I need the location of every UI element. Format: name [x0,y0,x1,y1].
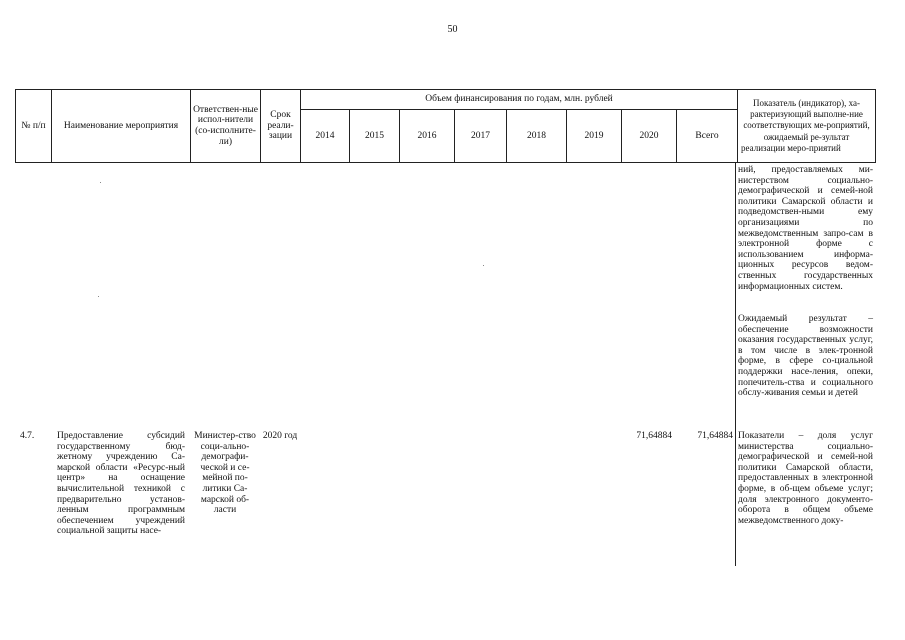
row-value-total: 71,64884 [697,431,733,441]
row-indicator: Показатели – доля услуг министерства социально-демографической и семей-ной политики Самарской области, предоставленных в электронной форме, в об-щем объеме услуг; доля электронного документо-оборота в общем объеме межведомственного доку- [738,431,873,526]
row-responsible: Министер-ство соци-ально-демографи-ческой и се-мейной по-литики Са-марской об-ласти [194,431,256,516]
column-border [735,162,736,566]
header-funding: Объем финансирования по годам, млн. рублей [301,90,738,110]
header-num: № п/п [16,90,52,163]
header-indicator: Показатель (индикатор), ха-рактеризующий выполне-ние соответствующих ме-роприятий, ожидаемый ре-зультат реализации меро-приятий [738,90,876,163]
header-name: Наименование мероприятия [52,90,191,163]
row-name: Предоставление субсидий государственному бюд-жетному учреждению Са-марской области «Ресурс-ный центр» на оснащение вычислительной техникой с предварительно установ-ленным программным обеспечением учреждений социальной защиты насе- [57,431,185,537]
header-term: Срок реали-зации [261,90,301,163]
page-number: 50 [447,24,458,35]
header-year: 2017 [455,110,507,163]
expected-result: Ожидаемый результат – обеспечение возможности оказания государственных услуг, в том числе в элек-тронной форме, в сфере со-циальной поддержки насе-ления, опеки, попечитель-ства и социального обслу-живания семьи и детей [738,314,873,399]
scan-speck [483,265,484,266]
scan-speck [100,182,101,183]
indicator-continuation: ний, предоставляемых ми-нистерством социально-демографической и семей-ной политики Самарской области и подведомствен-ными ему организациями по межведомственным запро-сам в электронной форме с использованием информа-ционных ресурсов ведом-ственных государственных информационных систем. [738,165,873,292]
row-number: 4.7. [20,431,35,441]
header-year: 2015 [350,110,400,163]
header-year: 2019 [567,110,622,163]
header-year: 2020 [622,110,677,163]
header-responsible: Ответствен-ные испол-нители (со-исполните-ли) [191,90,261,163]
row-term: 2020 год [262,431,298,441]
header-year: 2014 [301,110,350,163]
header-year: 2016 [400,110,455,163]
row-value-2020: 71,64884 [636,431,672,441]
header-year-total: Всего [677,110,738,163]
scan-speck [98,296,99,297]
header-year: 2018 [507,110,567,163]
table-header [15,89,876,163]
